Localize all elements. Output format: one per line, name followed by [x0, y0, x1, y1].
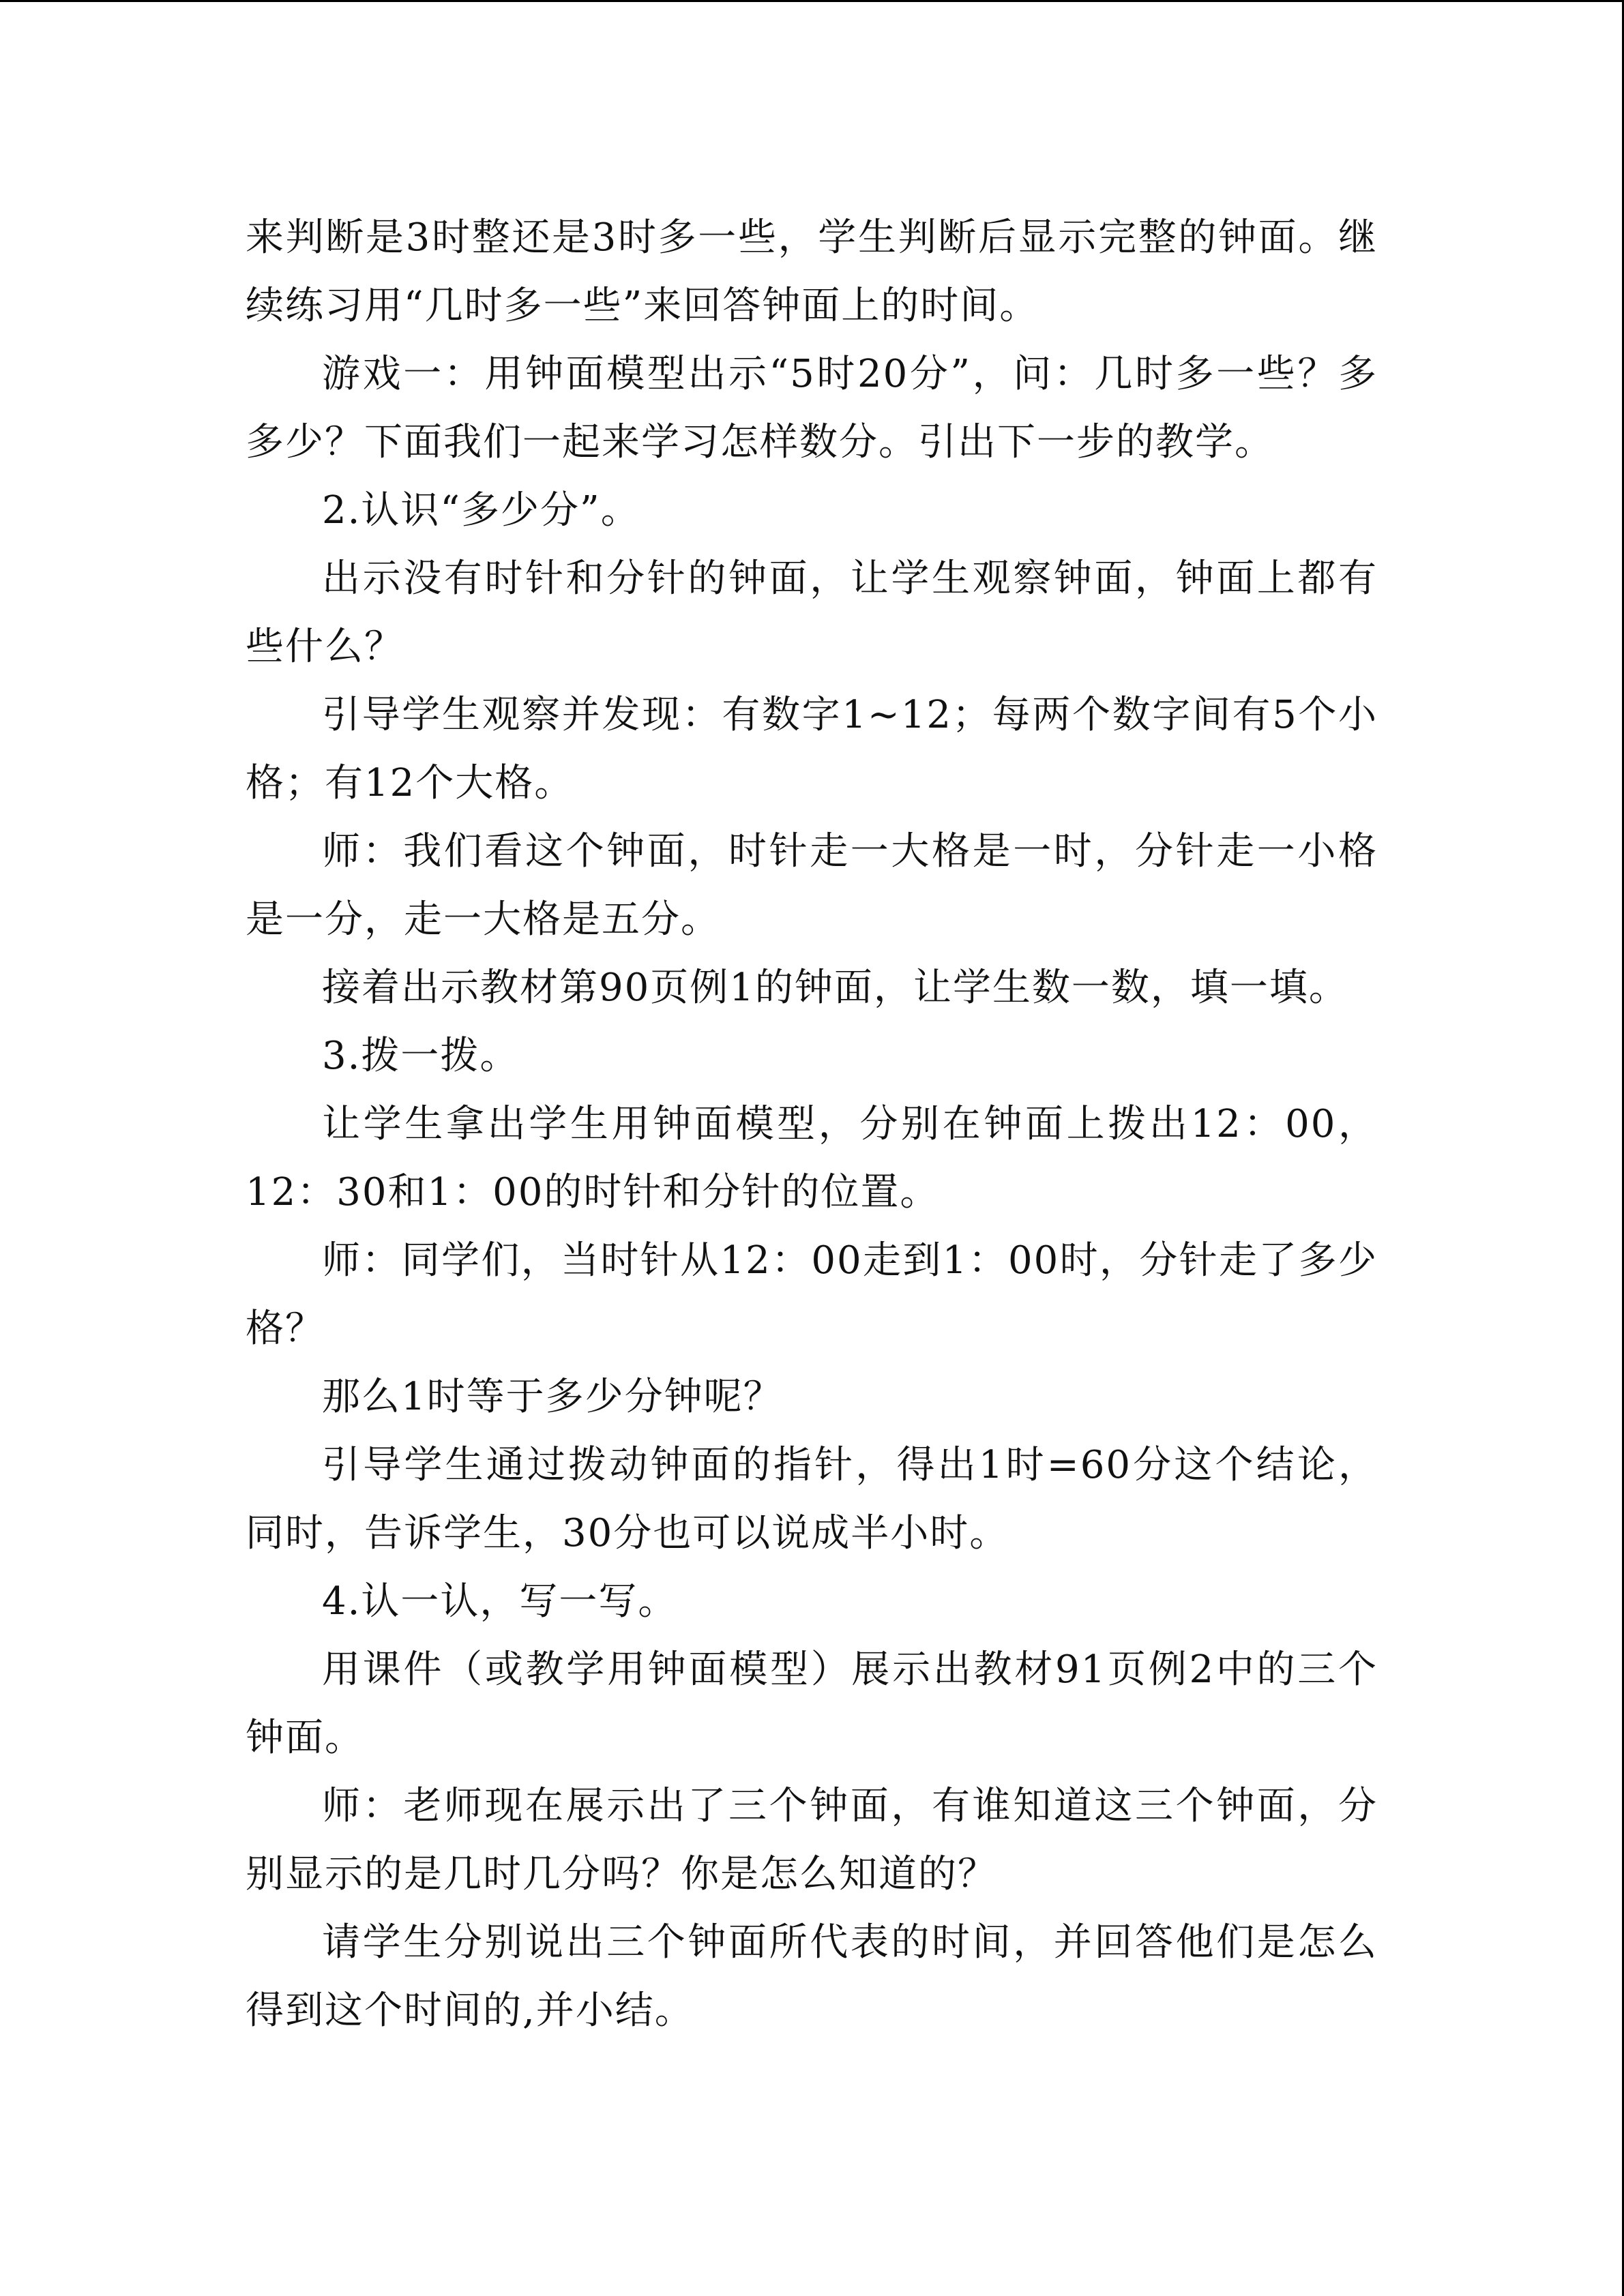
- paragraph: 请学生分别说出三个钟面所代表的时间，并回答他们是怎么得到这个时间的,并小结。: [246, 1920, 1378, 2033]
- paragraph: 引导学生观察并发现：有数字1~12；每两个数字间有5个小格；有12个大格。: [246, 693, 1378, 805]
- document-body: [246, 204, 1378, 2045]
- paragraph: 师：老师现在展示出了三个钟面，有谁知道这三个钟面，分别显示的是几时几分吗？你是怎么知道的？: [246, 1784, 1378, 1896]
- paragraph-continuation: 来判断是3时整还是3时多一些，学生判断后显示完整的钟面。继续练习用“几时多一些”来回答钟面上的时间。: [246, 215, 1378, 328]
- paragraph: 出示没有时针和分针的钟面，让学生观察钟面，钟面上都有些什么？: [246, 556, 1378, 669]
- section-heading-4: 4.认一认，写一写。: [322, 1579, 678, 1624]
- paragraph: 引导学生通过拨动钟面的指针，得出1时=60分这个结论，同时，告诉学生，30分也可以说成半小时。: [246, 1443, 1378, 1555]
- paragraph: 那么1时等于多少分钟呢？: [322, 1375, 783, 1419]
- paragraph: 让学生拿出学生用钟面模型，分别在钟面上拨出12：00，12：30和1：00的时针和分针的位置。: [246, 1102, 1378, 1214]
- section-heading-3: 3.拨一拨。: [322, 1034, 520, 1078]
- paragraph: 师：同学们，当时针从12：00走到1：00时，分针走了多少格？: [246, 1238, 1378, 1351]
- section-heading-2: 2.认识“多少分”。: [322, 488, 640, 533]
- paragraph: 用课件（或教学用钟面模型）展示出教材91页例2中的三个钟面。: [246, 1648, 1378, 1760]
- paragraph: 师：我们看这个钟面，时针走一大格是一时，分针走一小格是一分，走一大格是五分。: [246, 829, 1378, 942]
- paragraph-game-one: 游戏一：用钟面模型出示“5时20分”，问：几时多一些？多多少？下面我们一起来学习怎样数分。引出下一步的教学。: [246, 352, 1378, 464]
- paragraph: 接着出示教材第90页例1的钟面，让学生数一数，填一填。: [322, 966, 1348, 1010]
